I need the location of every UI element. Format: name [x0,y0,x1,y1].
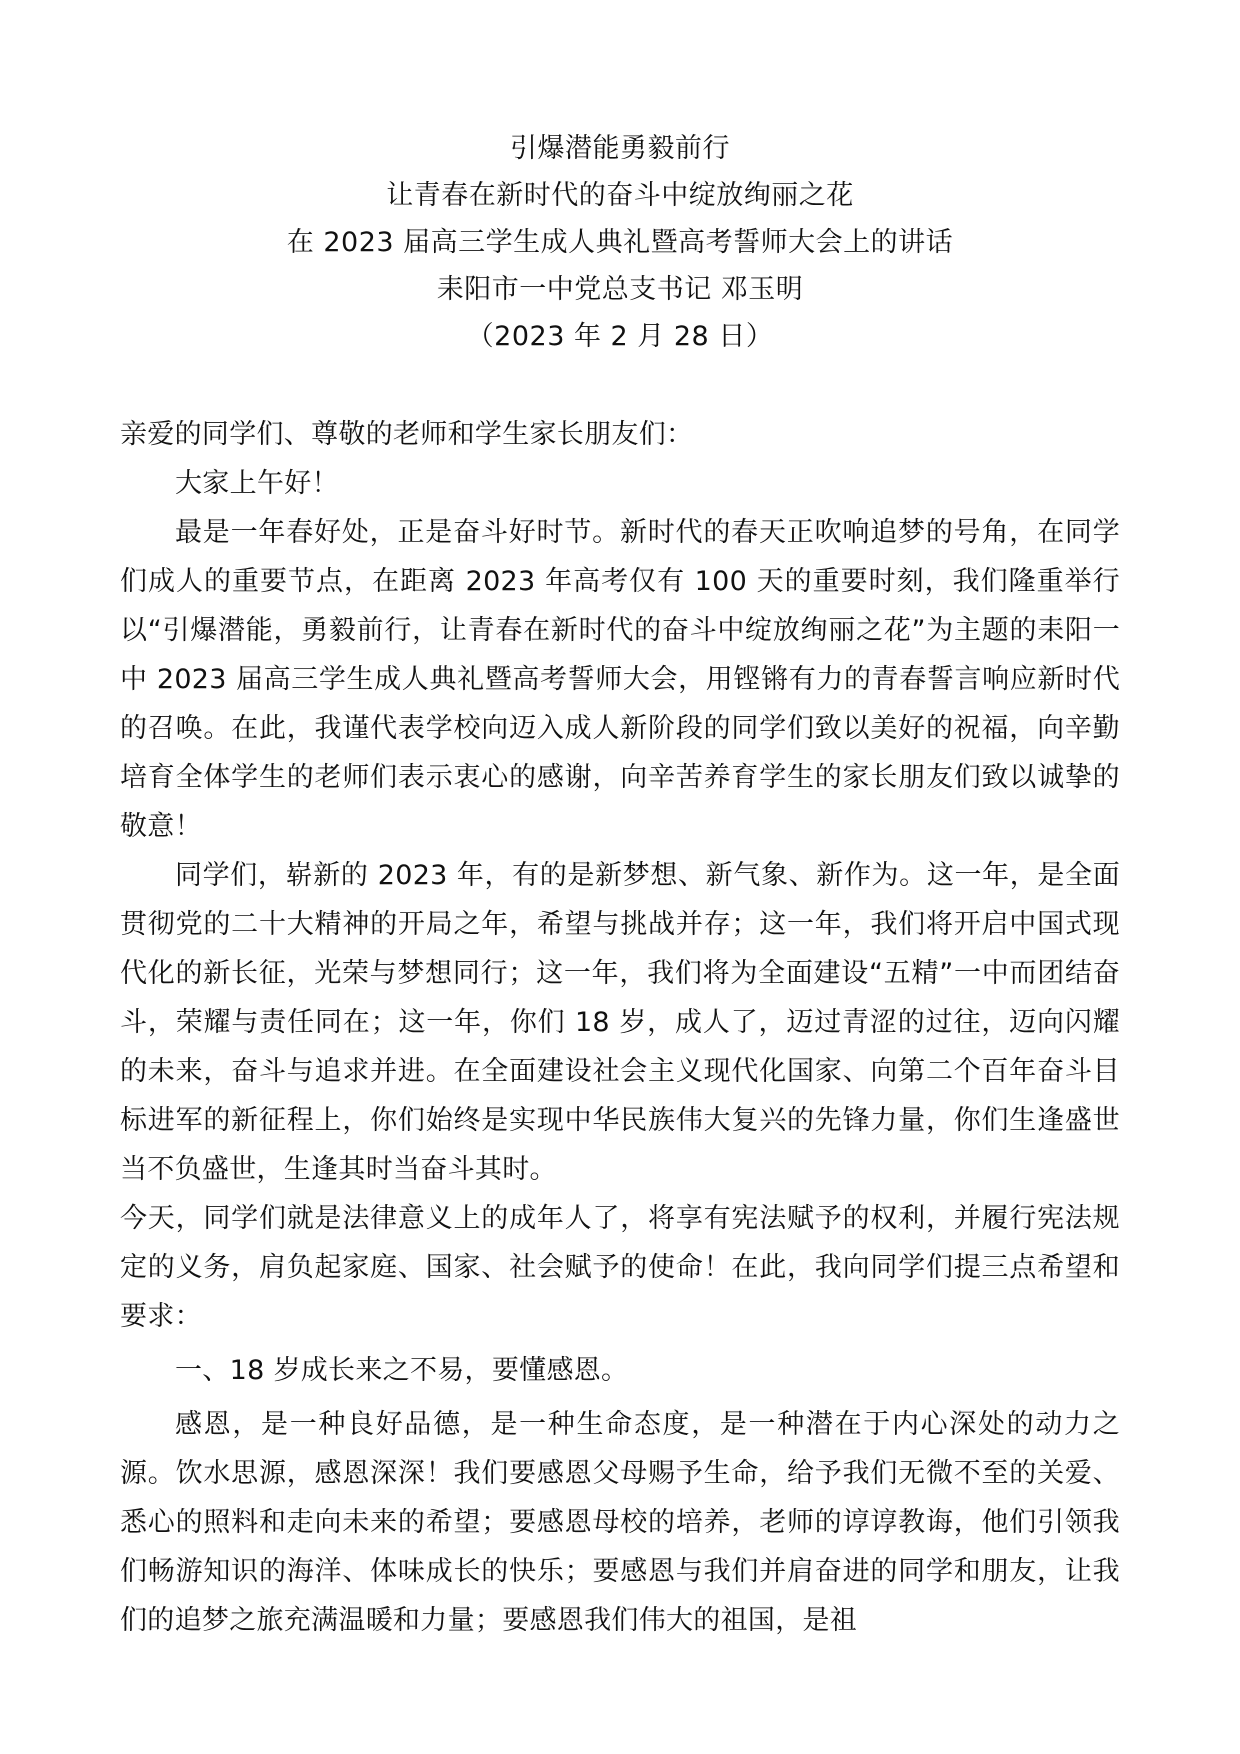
title-block [0,125,1240,360]
section-heading-1: 一、18 岁成长来之不易，要懂感恩。 [175,1355,629,1386]
author-line: 耒阳市一中党总支书记 邓玉明 [436,274,804,305]
speech-body [120,410,1120,1645]
title-line-3: 在 2023 届高三学生成人典礼暨高考誓师大会上的讲话 [286,227,954,258]
paragraph-2: 同学们，崭新的 2023 年，有的是新梦想、新气象、新作为。这一年，是全面贯彻党的二十大精神的开局之年，希望与挑战并存；这一年，我们将开启中国式现代化的新长征，光荣与梦想同行；这一年，我们将为全面建设“五精”一中而团结奋斗，荣耀与责任同在；这一年，你们 18 岁，成人了，迈过青涩的过往，迈向闪耀的未来，奋斗与追求并进。在全面建设社会主义现代化国家、向第二个百年奋斗目标进军的新征程上，你们始终是实现中华民族伟大复兴的先锋力量，你们生逢盛世当不负盛世，生逢其时当奋斗其时。 [120,860,1120,1185]
salutation: 亲爱的同学们、尊敬的老师和学生家长朋友们： [120,419,694,450]
paragraph-3: 今天，同学们就是法律意义上的成年人了，将享有宪法赋予的权利，并履行宪法规定的义务，肩负起家庭、国家、社会赋予的使命！在此，我向同学们提三点希望和要求： [120,1203,1120,1332]
title-line-1: 引爆潜能勇毅前行 [510,133,730,164]
paragraph-4: 感恩，是一种良好品德，是一种生命态度，是一种潜在于内心深处的动力之源。饮水思源，感恩深深！我们要感恩父母赐予生命，给予我们无微不至的关爱、悉心的照料和走向未来的希望；要感恩母校的培养，老师的谆谆教诲，他们引领我们畅游知识的海洋、体味成长的快乐；要感恩与我们并肩奋进的同学和朋友，让我们的追梦之旅充满温暖和力量；要感恩我们伟大的祖国，是祖 [120,1409,1120,1636]
paragraph-1: 最是一年春好处，正是奋斗好时节。新时代的春天正吹响追梦的号角，在同学们成人的重要节点，在距离 2023 年高考仅有 100 天的重要时刻，我们隆重举行以“引爆潜能，勇毅前行，让青春在新时代的奋斗中绽放绚丽之花”为主题的耒阳一中 2023 届高三学生成人典礼暨高考誓师大会，用铿锵有力的青春誓言响应新时代的召唤。在此，我谨代表学校向迈入成人新阶段的同学们致以美好的祝福，向辛勤培育全体学生的老师们表示衷心的感谢，向辛苦养育学生的家长朋友们致以诚挚的敬意！ [120,517,1120,842]
title-line-2: 让青春在新时代的奋斗中绽放绚丽之花 [386,180,854,211]
greeting: 大家上午好！ [175,468,339,499]
date-line: （2023 年 2 月 28 日） [466,321,774,352]
